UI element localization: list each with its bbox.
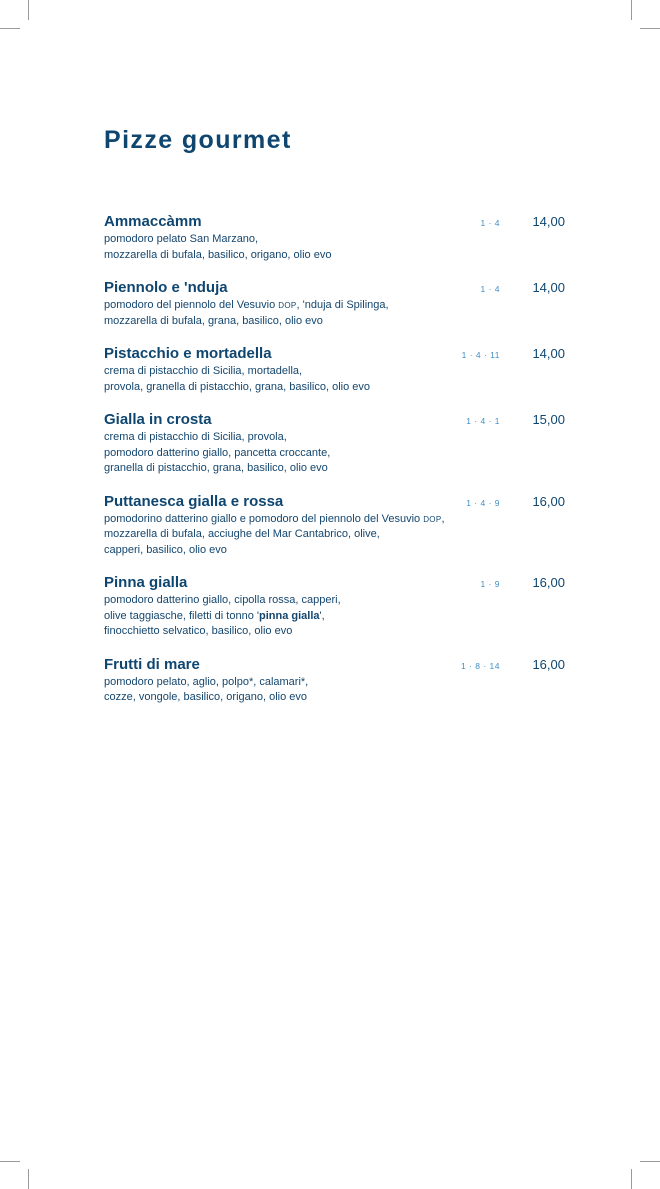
description-text: mozzarella di bufala, basilico, origano, olio evo [104, 248, 332, 261]
dish-price: 14,00 [532, 280, 565, 295]
description-line [104, 232, 566, 248]
description-text: ', [319, 609, 325, 622]
description-line [104, 461, 566, 477]
menu-item-header [104, 344, 566, 364]
dish-description [104, 430, 566, 477]
menu-list [104, 212, 566, 721]
dish-name: Puttanesca gialla e rossa [104, 492, 284, 510]
menu-item-header [104, 655, 566, 675]
crop-mark [631, 1169, 632, 1189]
allergen-codes: 1 · 4 · 11 [461, 350, 500, 360]
dish-price: 14,00 [532, 214, 565, 229]
menu-item-header [104, 492, 566, 512]
dop-label: DOP [278, 301, 297, 310]
description-line [104, 593, 566, 609]
description-line [104, 527, 566, 543]
dish-name: Frutti di mare [104, 655, 200, 673]
description-line [104, 690, 566, 706]
dish-price: 16,00 [532, 493, 565, 509]
menu-item [104, 212, 566, 263]
description-line [104, 364, 566, 380]
allergen-codes: 1 · 4 [480, 284, 500, 294]
dish-name: Ammaccàmm [104, 213, 202, 230]
dish-description [104, 232, 566, 263]
menu-item [104, 410, 566, 477]
dish-name: Pistacchio e mortadella [104, 345, 272, 362]
menu-item [104, 344, 566, 395]
description-text: pomodoro datterino giallo, pancetta croccante, [104, 446, 331, 459]
page-title: Pizze gourmet [104, 126, 292, 154]
description-text: pomodorino datterino giallo e pomodoro del piennolo del Vesuvio [104, 512, 424, 525]
description-line [104, 446, 566, 462]
description-text: mozzarella di bufala, acciughe del Mar Cantabrico, olive, [104, 528, 380, 540]
description-text: provola, granella di pistacchio, grana, basilico, olio evo [104, 380, 370, 393]
crop-mark [28, 1169, 29, 1189]
dish-price: 16,00 [532, 656, 565, 672]
menu-item-header [104, 410, 566, 430]
menu-item-header [104, 573, 566, 593]
crop-mark [28, 0, 29, 20]
allergen-codes: 1 · 4 · 1 [466, 416, 500, 426]
dish-description [104, 675, 566, 706]
menu-item [104, 492, 566, 559]
description-line [104, 543, 566, 559]
description-line [104, 380, 566, 396]
allergen-codes: 1 · 8 · 14 [460, 660, 500, 671]
description-text: pomodoro del piennolo del Vesuvio [104, 299, 279, 311]
description-text: pomodoro pelato San Marzano, [104, 233, 259, 245]
dish-price: 14,00 [532, 346, 565, 361]
description-text: finocchietto selvatico, basilico, olio evo [104, 625, 293, 637]
dish-price: 15,00 [532, 412, 565, 427]
menu-item-header [104, 278, 566, 298]
menu-item-header [104, 212, 566, 232]
description-line [104, 624, 566, 640]
allergen-codes: 1 · 9 [480, 579, 500, 589]
dish-price: 16,00 [532, 575, 565, 590]
description-text: , 'nduja di Spilinga, [296, 299, 389, 311]
dish-name: Pinna gialla [104, 574, 188, 591]
highlight-text: pinna gialla [258, 609, 320, 622]
description-text: crema di pistacchio di Sicilia, mortadella, [104, 365, 303, 377]
dish-name: Gialla in crosta [104, 411, 212, 428]
dish-description [104, 298, 566, 329]
menu-item [104, 278, 566, 329]
description-line [104, 248, 566, 264]
dop-label: DOP [423, 514, 442, 524]
crop-mark [640, 1161, 660, 1162]
dish-description [104, 512, 566, 559]
crop-mark [640, 28, 660, 29]
description-line [104, 609, 566, 625]
dish-description [104, 364, 566, 395]
menu-item [104, 655, 566, 706]
description-line [104, 314, 566, 330]
dish-description [104, 593, 566, 640]
dish-name: Piennolo e 'nduja [104, 279, 228, 296]
description-text: cozze, vongole, basilico, origano, olio evo [104, 691, 308, 703]
allergen-codes: 1 · 4 · 9 [466, 497, 500, 508]
description-text: pomodoro pelato, aglio, polpo*, calamari*, [104, 675, 309, 688]
description-line [104, 675, 566, 691]
description-text: granella di pistacchio, grana, basilico, olio evo [104, 462, 328, 474]
description-line [104, 298, 566, 314]
crop-mark [631, 0, 632, 20]
description-text: pomodoro datterino giallo, cipolla rossa, capperi, [104, 594, 341, 606]
description-text: capperi, basilico, olio evo [104, 543, 227, 556]
description-line [104, 430, 566, 446]
description-text: olive taggiasche, filetti di tonno ' [104, 609, 259, 622]
crop-mark [0, 28, 20, 29]
menu-item [104, 573, 566, 640]
allergen-codes: 1 · 4 [480, 218, 500, 228]
crop-mark [0, 1161, 20, 1162]
description-line [104, 512, 566, 528]
description-text: crema di pistacchio di Sicilia, provola, [104, 431, 287, 443]
description-text: mozzarella di bufala, grana, basilico, olio evo [104, 314, 323, 327]
description-text: , [441, 512, 445, 525]
